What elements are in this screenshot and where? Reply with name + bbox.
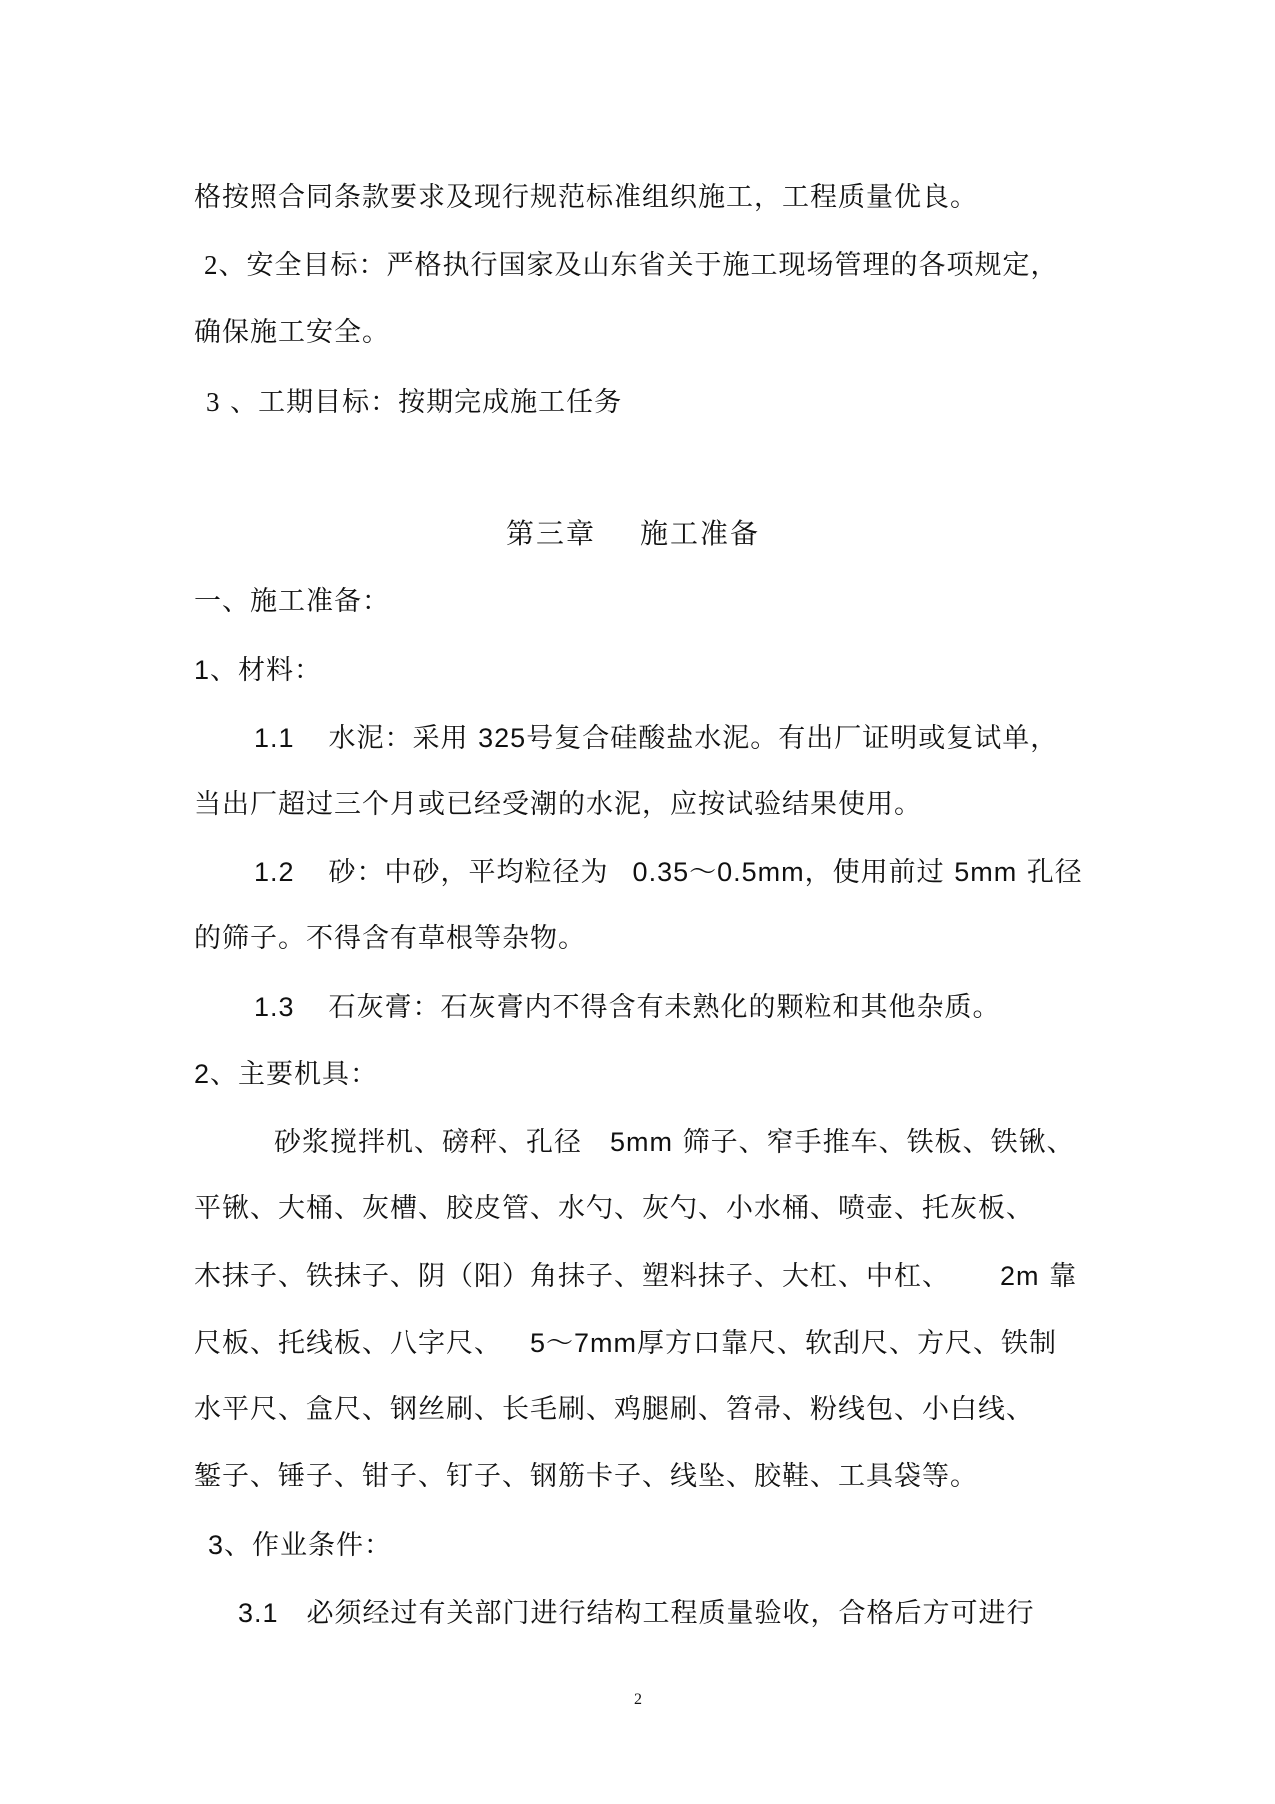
section-heading: 一、施工准备： <box>194 586 390 617</box>
subsection-heading-tools: 2、主要机具： <box>194 1059 379 1090</box>
list-item-schedule-goal: 3 、工期目标：按期完成施工任务 <box>206 387 623 418</box>
paragraph-1-1: 1.1 水泥：采用 325号复合硅酸盐水泥。有出厂证明或复试单， <box>254 723 1059 754</box>
text-line: 格按照合同条款要求及现行规范标准组织施工，工程质量优良。 <box>194 182 978 213</box>
tools-line: 木抹子、铁抹子、阴（阳）角抹子、塑料抹子、大杠、中杠、 2m 靠 <box>194 1261 1078 1292</box>
list-item-safety-goal: 2、安全目标：严格执行国家及山东省关于施工现场管理的各项规定， <box>204 250 1059 281</box>
paragraph-1-3: 1.3 石灰膏：石灰膏内不得含有未熟化的颗粒和其他杂质。 <box>254 992 1001 1023</box>
subsection-heading-materials: 1、材料： <box>194 655 323 686</box>
subsection-heading-conditions: 3、作业条件： <box>208 1530 393 1561</box>
page-number: 2 <box>634 1691 642 1708</box>
text-line: 确保施工安全。 <box>194 317 390 348</box>
paragraph-1-2: 1.2 砂：中砂，平均粒径为 0.35～0.5mm，使用前过 5mm 孔径 <box>254 857 1083 888</box>
paragraph-3-1: 3.1 必须经过有关部门进行结构工程质量验收，合格后方可进行 <box>238 1598 1035 1629</box>
tools-line: 砂浆搅拌机、磅秤、孔径 5mm 筛子、窄手推车、铁板、铁锹、 <box>274 1127 1075 1158</box>
text-line: 当出厂超过三个月或已经受潮的水泥，应按试验结果使用。 <box>194 789 922 820</box>
tools-line: 水平尺、盒尺、钢丝刷、长毛刷、鸡腿刷、笤帚、粉线包、小白线、 <box>194 1394 1034 1425</box>
tools-line: 尺板、托线板、八字尺、 5～7mm厚方口靠尺、软刮尺、方尺、铁制 <box>194 1328 1058 1359</box>
chapter-title: 第三章 施工准备 <box>506 517 761 550</box>
tools-line: 平锹、大桶、灰槽、胶皮管、水勺、灰勺、小水桶、喷壶、托灰板、 <box>194 1193 1034 1224</box>
text-line: 的筛子。不得含有草根等杂物。 <box>194 923 586 954</box>
tools-line: 錾子、锤子、钳子、钉子、钢筋卡子、线坠、胶鞋、工具袋等。 <box>194 1461 978 1492</box>
